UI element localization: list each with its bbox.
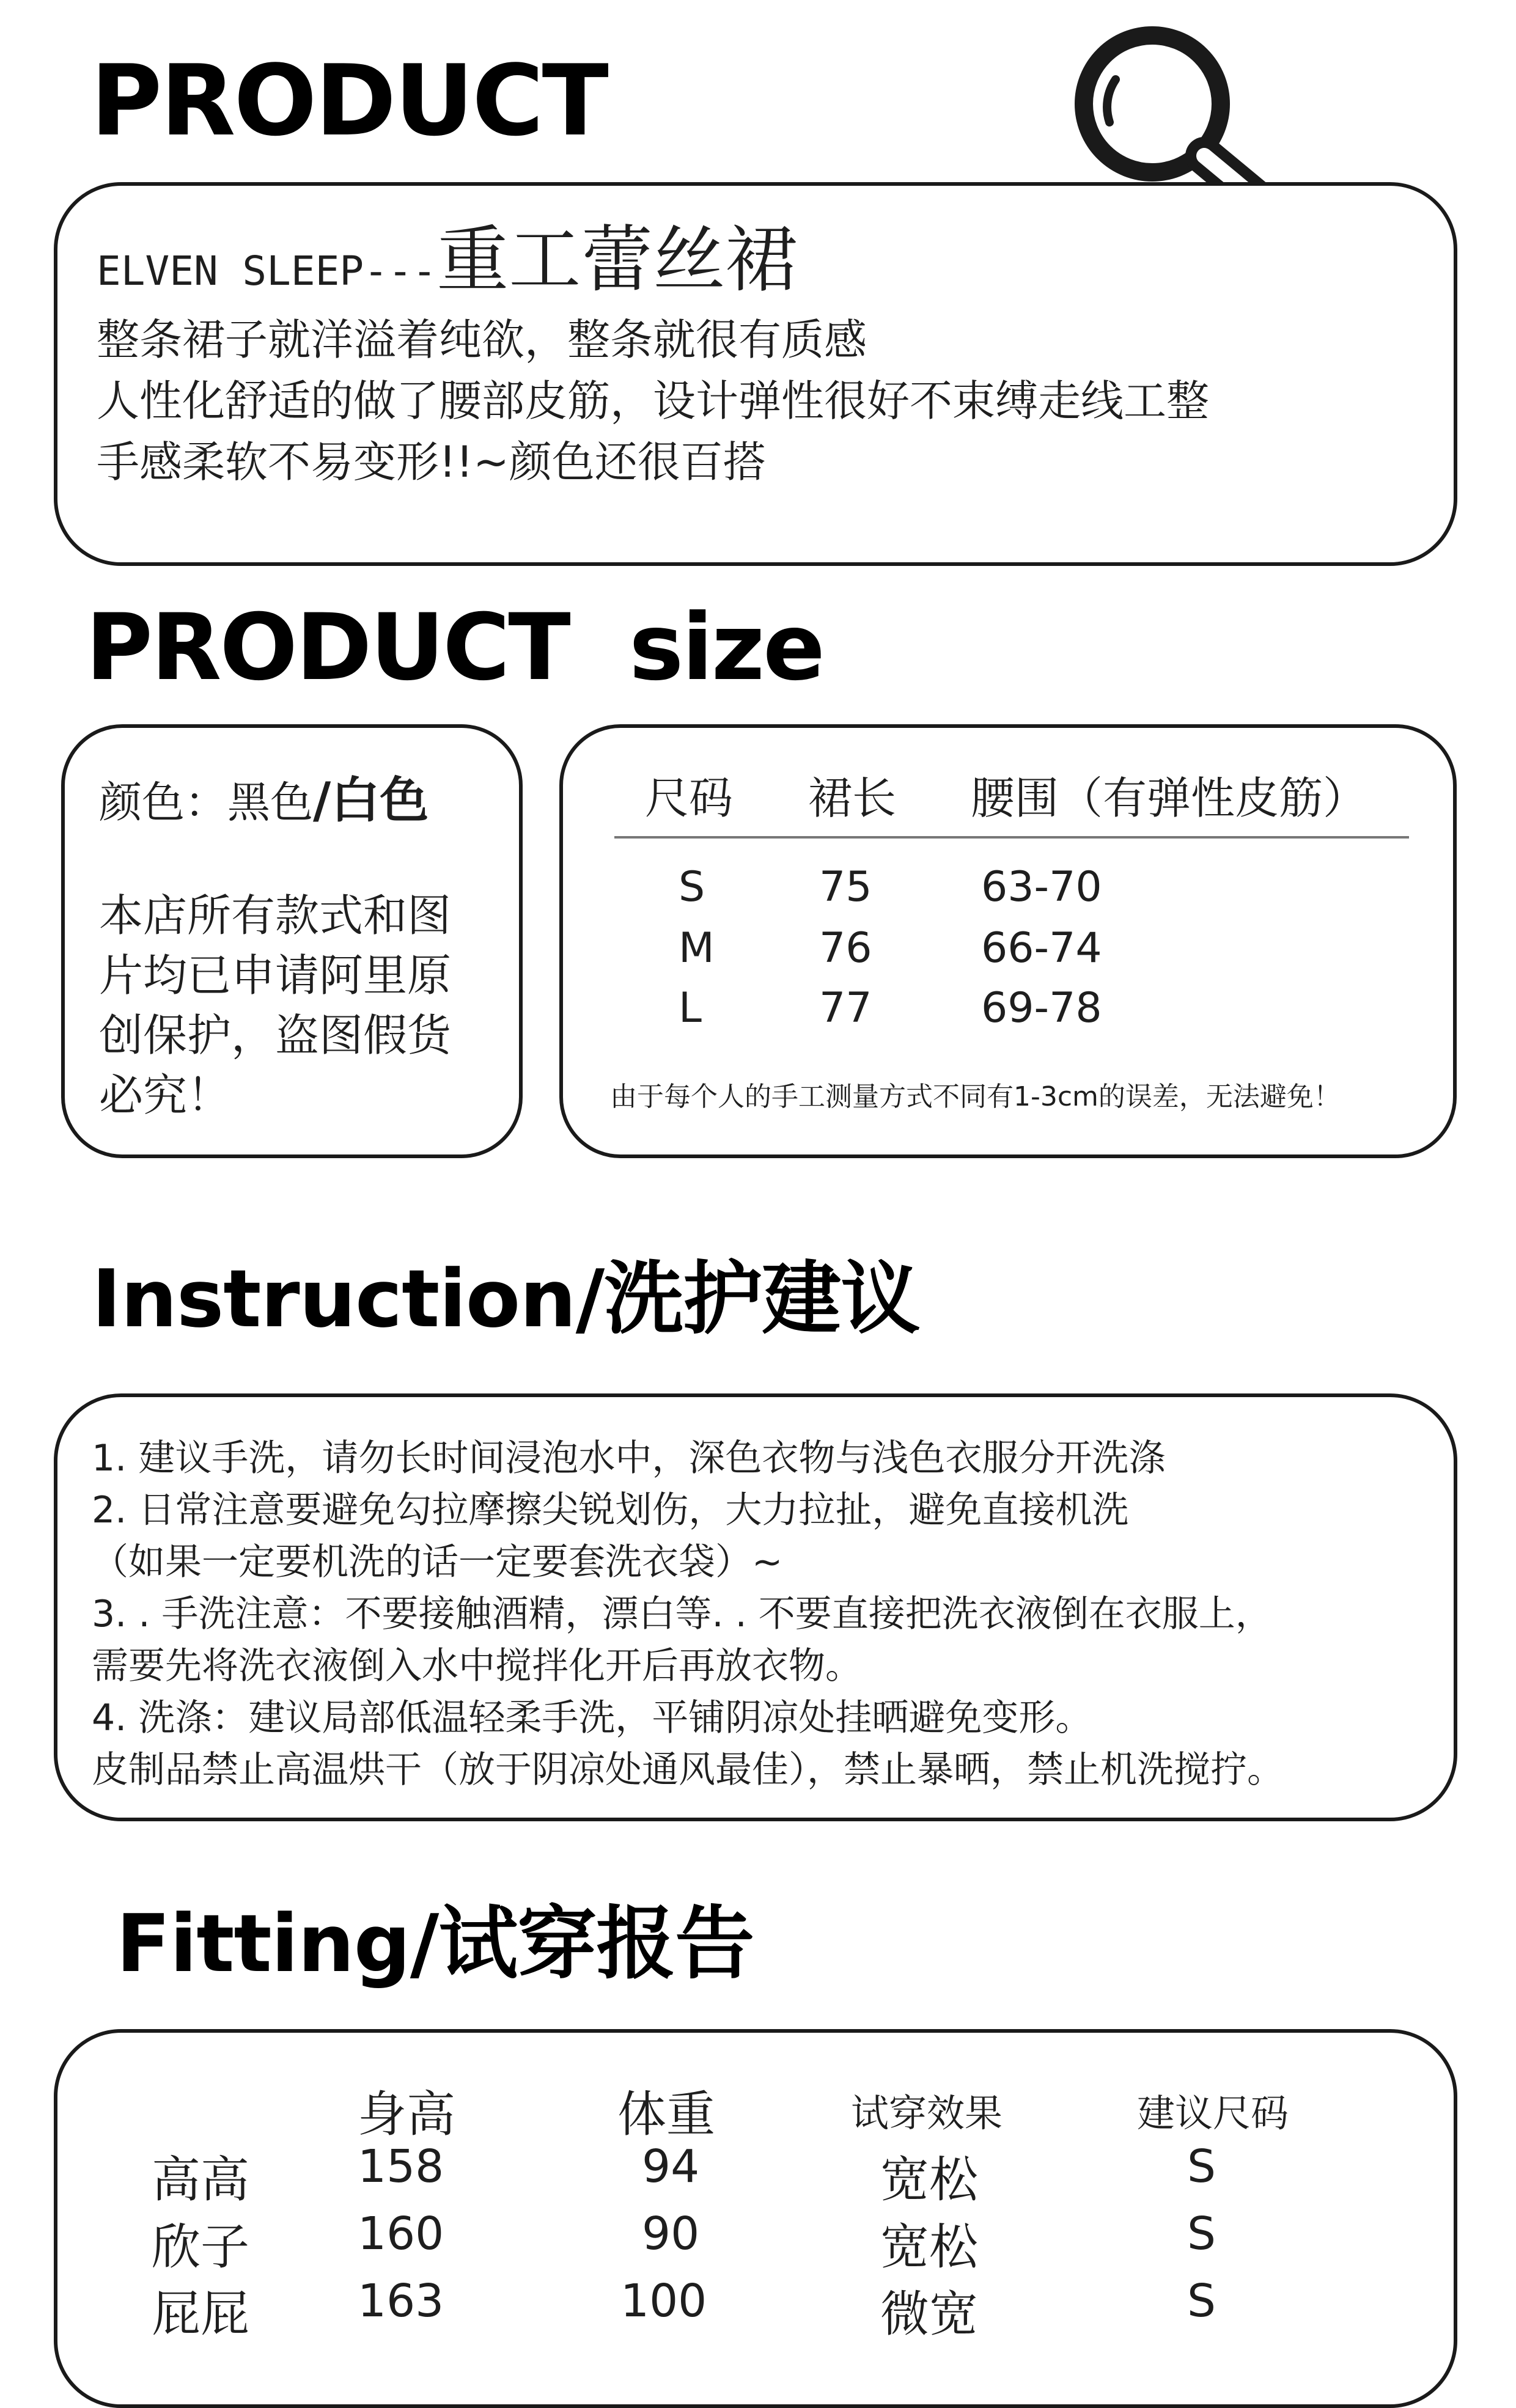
fitting-row-3-size: S [1187, 2275, 1216, 2327]
product-name: 重工蕾丝裙 [436, 218, 798, 302]
fitting-row-3-name: 屁屁 [152, 2286, 249, 2343]
size-header-size: 尺码 [645, 773, 734, 824]
fitting-row-1-height: 158 [358, 2140, 444, 2193]
size-row-l-length: 77 [819, 984, 872, 1032]
size-table-divider [614, 836, 1409, 839]
product-size-heading: PRODUCT size [86, 595, 823, 701]
fitting-row-2-name: 欣子 [152, 2219, 249, 2275]
size-row-s-length: 75 [819, 863, 872, 911]
instruction-heading: Instruction/洗护建议 [92, 1252, 920, 1345]
notice-line-3: 创保护，盗图假货 [99, 1010, 452, 1061]
instruction-line-5: 需要先将洗衣液倒入水中搅拌化开后再放衣物。 [92, 1645, 862, 1687]
fitting-row-3-height: 163 [358, 2275, 444, 2327]
fitting-row-2-height: 160 [358, 2208, 444, 2260]
fitting-header-size: 建议尺码 [1137, 2091, 1289, 2135]
notice-line-1: 本店所有款式和图 [99, 890, 452, 941]
size-row-s-waist: 63-70 [981, 863, 1102, 911]
size-row-m-size: M [679, 924, 715, 972]
size-header-length: 裙长 [808, 773, 897, 824]
size-header-waist: 腰围（有弹性皮筋） [971, 773, 1367, 824]
instruction-line-3: （如果一定要机洗的话一定要套洗衣袋）~ [92, 1541, 783, 1584]
fitting-row-3-weight: 100 [620, 2275, 707, 2327]
fitting-row-1-weight: 94 [642, 2140, 700, 2193]
fitting-row-2-size: S [1187, 2208, 1216, 2260]
instruction-line-4: 3. . 手洗注意：不要接触酒精，漂白等. . 不要直接把洗衣液倒在衣服上， [92, 1593, 1272, 1635]
fitting-header-weight: 体重 [617, 2086, 715, 2143]
color-white: /白色 [313, 772, 429, 829]
instruction-line-7: 皮制品禁止高温烘干（放于阴凉处通风最佳），禁止暴晒，禁止机洗搅拧。 [92, 1749, 1284, 1791]
color-options [99, 761, 429, 831]
notice-line-2: 片均已申请阿里原 [99, 950, 452, 1001]
fitting-row-1-name: 高高 [152, 2151, 249, 2208]
fitting-header-effect: 试穿效果 [851, 2091, 1003, 2135]
instruction-line-6: 4. 洗涤：建议局部低温轻柔手洗，平铺阴凉处挂晒避免变形。 [92, 1697, 1092, 1739]
size-row-l-size: L [679, 984, 702, 1032]
color-label: 颜色：黑色 [99, 777, 313, 828]
instruction-line-1: 1. 建议手洗，请勿长时间浸泡水中，深色衣物与浅色衣服分开洗涤 [92, 1437, 1166, 1480]
product-desc-line-2: 人性化舒适的做了腰部皮筋，设计弹性很好不束缚走线工整 [97, 376, 1209, 426]
fitting-row-3-effect: 微宽 [880, 2286, 978, 2343]
size-row-s-size: S [679, 863, 705, 911]
product-desc-line-1: 整条裙子就洋溢着纯欲，整条就很有质感 [97, 315, 867, 365]
size-row-m-waist: 66-74 [981, 924, 1102, 972]
fitting-row-1-size: S [1187, 2140, 1216, 2193]
fitting-row-2-effect: 宽松 [880, 2219, 978, 2275]
size-row-m-length: 76 [819, 924, 872, 972]
product-heading: PRODUCT [90, 43, 607, 158]
size-measure-note: 由于每个人的手工测量方式不同有1-3cm的误差，无法避免！ [610, 1081, 1341, 1112]
fitting-row-1-effect: 宽松 [880, 2151, 978, 2208]
fitting-row-2-weight: 90 [642, 2208, 700, 2260]
fitting-header-height: 身高 [358, 2086, 455, 2143]
size-row-l-waist: 69-78 [981, 984, 1102, 1032]
fitting-heading: Fitting/试穿报告 [116, 1897, 754, 1990]
brand-name: ELVEN SLEEP--- [97, 248, 437, 295]
product-desc-line-3: 手感柔软不易变形!!~颜色还很百搭 [97, 437, 766, 487]
instruction-line-2: 2. 日常注意要避免勾拉摩擦尖锐划伤，大力拉扯，避免直接机洗 [92, 1489, 1129, 1532]
notice-line-4: 必究！ [99, 1070, 232, 1121]
